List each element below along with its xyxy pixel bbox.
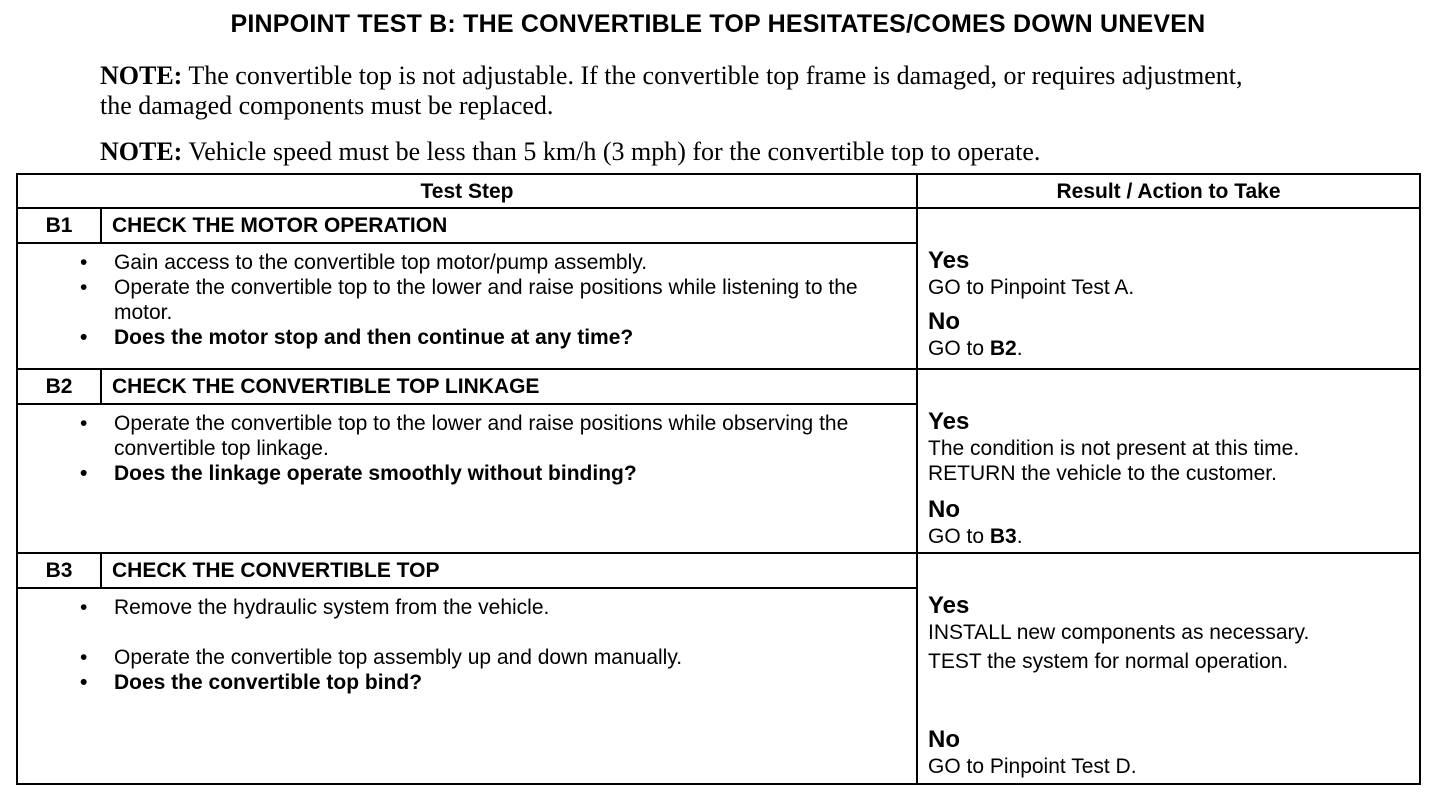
list-item: • Operate the convertible top assembly up and down manually. [114,645,916,670]
step-bullet-list [18,250,916,350]
table-header-row [17,174,1420,208]
step-question: • Does the convertible top bind? [114,670,916,695]
step-id: B2 [17,369,101,404]
pinpoint-test-table [16,173,1421,785]
step-id: B3 [17,553,101,588]
step-bullet-list [18,411,916,486]
step-title-row-b2 [17,369,1420,404]
result-cell-b2 [917,369,1420,553]
yes-action: GO to Pinpoint Test A. [928,276,1135,299]
list-item: • Operate the convertible top to the lower and raise positions while observing the convertible top linkage. [114,411,916,461]
page-title: PINPOINT TEST B: THE CONVERTIBLE TOP HESITATES/COMES DOWN UNEVEN [230,10,1206,38]
step-question: • Does the linkage operate smoothly without binding? [114,461,916,486]
step-body-b1 [17,243,917,369]
step-bullet-list [18,595,916,695]
step-title-row-b3 [17,553,1420,588]
list-item: • Operate the convertible top to the lower and raise positions while listening to the motor. [114,275,916,325]
step-title-row-b1 [17,208,1420,243]
no-action: GO to B2. [928,337,1023,360]
note-label: NOTE: [100,137,183,166]
step-body-b3 [17,588,917,784]
step-reference: B3 [989,525,1017,548]
yes-action: The condition is not present at this time. [928,437,1300,460]
list-item: • Gain access to the convertible top motor/pump assembly. [114,250,916,275]
yes-label: Yes [928,592,970,619]
header-result: Result / Action to Take [917,174,1420,208]
result-cell-b3 [917,553,1420,784]
step-name: CHECK THE MOTOR OPERATION [101,208,917,243]
step-body-b2 [17,404,917,553]
step-question: • Does the motor stop and then continue at any time? [114,325,916,350]
list-item: • Remove the hydraulic system from the vehicle. [114,595,916,620]
step-reference: B2 [989,337,1017,360]
result-cell-b1 [917,208,1420,369]
note-text: The convertible top is not adjustable. If the convertible top frame is damaged, or requires adjustment, the damaged components must be replaced. [100,61,1243,120]
yes-label: Yes [928,247,970,274]
yes-action: INSTALL new components as necessary. [928,621,1310,644]
no-action: GO to B3. [928,525,1023,548]
yes-action: RETURN the vehicle to the customer. [928,462,1277,485]
yes-action: TEST the system for normal operation. [928,650,1289,673]
note-text: Vehicle speed must be less than 5 km/h (3 mph) for the convertible top to operate. [182,137,1041,166]
note-adjustable [100,61,1280,121]
step-id: B1 [17,208,101,243]
no-action: GO to Pinpoint Test D. [928,755,1137,778]
step-name: CHECK THE CONVERTIBLE TOP [101,553,917,588]
no-label: No [928,308,960,335]
yes-label: Yes [928,408,970,435]
note-label: NOTE: [100,61,183,90]
note-vehicle-speed [100,137,1350,167]
step-name: CHECK THE CONVERTIBLE TOP LINKAGE [101,369,917,404]
no-label: No [928,726,960,753]
no-label: No [928,496,960,523]
header-test-step: Test Step [17,174,917,208]
